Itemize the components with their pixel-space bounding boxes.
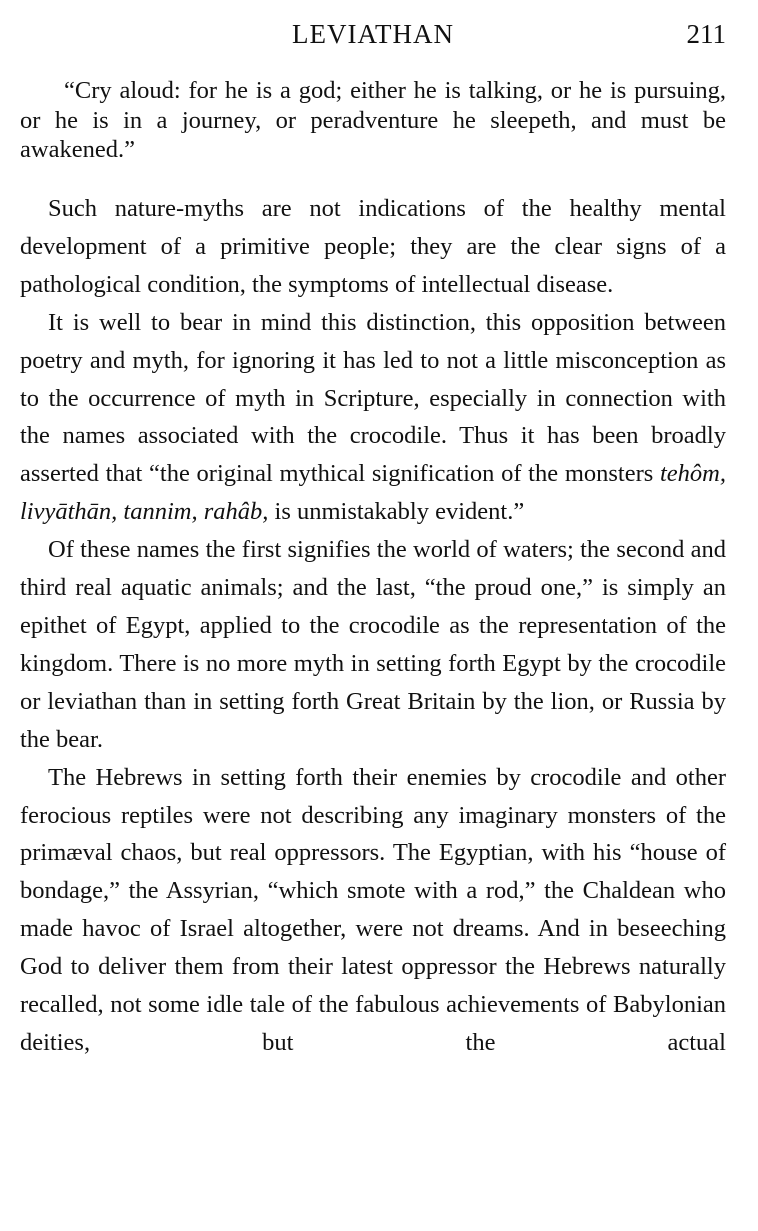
body-text [20,190,726,1062]
paragraph-2-text-after: is unmistakably evident.” [268,498,525,526]
paragraph-2-italic-names: tehôm, livyāthān, tannim, rahâb, [20,460,726,526]
paragraph-2-text-before: It is well to bear in mind this distinction, this opposition between poetry and myth, for ignoring it has led to not a little misconception as to the occurrence of myth in Scripture, especially in connection with the names associated with the crocodile. Thus it has been broadly asserted that “the original mythical signification of the monsters [20,308,726,488]
block-quote: “Cry aloud: for he is a god; either he is talking, or he is pursuing, or he is in a journey, or peradventure he sleepeth, and must be awakened.” [20,77,726,163]
paragraph-2 [20,304,726,531]
paragraph-3: Of these names the first signifies the world of waters; the second and third real aquatic animals; and the last, “the proud one,” is simply an epithet of Egypt, applied to the crocodile as the representation of the kingdom. There is no more myth in setting forth Egypt by the crocodile or leviathan than in setting forth Great Britain by the lion, or Russia by the bear. [20,536,726,753]
paragraph-1: Such nature-myths are not indications of the healthy mental development of a primitive people; they are the clear signs of a pathological condition, the symptoms of intellectual disease. [20,195,726,298]
page-number: 211 [686,19,726,49]
paragraph-4: The Hebrews in setting forth their enemies by crocodile and other ferocious reptiles were not describing any imaginary monsters of the primæval chaos, but real oppressors. The Egyptian, with his “house of bondage,” the Assyrian, “which smote with a rod,” the Chaldean who made havoc of Israel altogether, were not dreams. And in beseeching God to deliver them from their latest oppressor the Hebrews naturally recalled, not some idle tale of the fabulous achievements of Babylonian deities, but the actual [20,763,726,1056]
running-title: LEVIATHAN [292,19,454,49]
page-header [20,16,726,52]
